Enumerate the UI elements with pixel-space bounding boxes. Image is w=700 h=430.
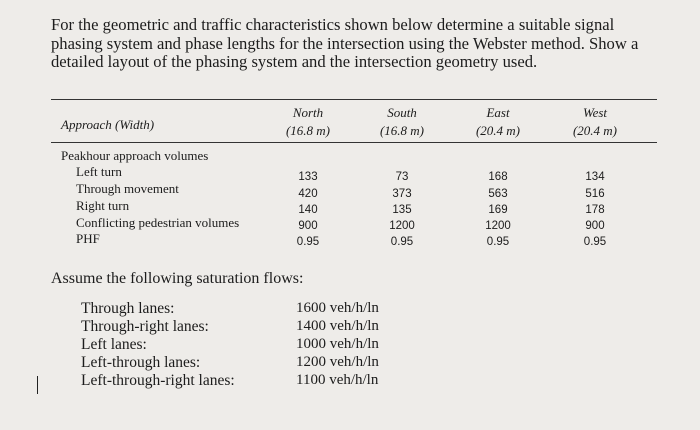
- table-cell: 135: [392, 204, 412, 216]
- flow-value: 1200 veh/h/ln: [296, 354, 379, 370]
- table-cell: 0.95: [486, 236, 510, 248]
- table-cell: 0.95: [390, 236, 414, 248]
- flow-label: Through lanes:: [81, 300, 175, 317]
- table-cell: 1200: [389, 220, 415, 232]
- table-cell: 178: [585, 204, 605, 216]
- table-cell: 133: [298, 171, 318, 183]
- table-cell: 516: [585, 188, 605, 200]
- column-width: (20.4 m): [572, 123, 618, 138]
- column-name: West: [582, 105, 608, 120]
- table-cell: 134: [585, 171, 605, 183]
- flow-label: Left-through-right lanes:: [81, 372, 235, 389]
- column-header-east: [458, 104, 538, 140]
- column-name: East: [486, 105, 510, 120]
- flow-label: Left-through lanes:: [81, 354, 201, 371]
- table-cell: 373: [392, 188, 412, 200]
- saturation-title: Assume the following saturation flows:: [51, 270, 304, 287]
- column-header-north: [268, 104, 348, 140]
- table-cell: 140: [298, 204, 318, 216]
- table-top-rule: [51, 99, 657, 100]
- table-cell: 900: [298, 220, 318, 232]
- column-width: (20.4 m): [475, 123, 521, 138]
- column-width: (16.8 m): [285, 123, 331, 138]
- table-cell: 73: [395, 171, 409, 183]
- row-label-left-turn: Left turn: [76, 164, 122, 179]
- approach-header: Approach (Width): [61, 117, 155, 132]
- table-cell: 168: [488, 171, 508, 183]
- column-header-south: [362, 104, 442, 140]
- table-cell: 563: [488, 188, 508, 200]
- table-cell: 0.95: [296, 236, 320, 248]
- table-cell: 169: [488, 204, 508, 216]
- table-header-rule: [51, 142, 657, 143]
- table-cell: 900: [585, 220, 605, 232]
- problem-statement: For the geometric and traffic characteristics shown below determine a suitable signal phasing system and phase lengths for the intersection using the Webster method. Show a detailed layout of the phasing system and the intersection geometry used.: [51, 15, 639, 71]
- column-width: (16.8 m): [379, 123, 425, 138]
- row-label-through: Through movement: [76, 181, 179, 196]
- column-name: South: [387, 105, 417, 120]
- flow-value: 1100 veh/h/ln: [296, 372, 379, 388]
- row-label-right-turn: Right turn: [76, 198, 130, 213]
- row-label-pedestrian: Conflicting pedestrian volumes: [76, 215, 240, 230]
- table-cell: 0.95: [583, 236, 607, 248]
- text-cursor: [37, 376, 38, 394]
- flow-value: 1600 veh/h/ln: [296, 300, 379, 316]
- flow-value: 1400 veh/h/ln: [296, 318, 379, 334]
- column-name: North: [292, 105, 324, 120]
- flow-label: Left lanes:: [81, 336, 147, 353]
- table-cell: 420: [298, 188, 318, 200]
- row-label-phf: PHF: [76, 231, 100, 246]
- flow-value: 1000 veh/h/ln: [296, 336, 379, 352]
- flow-label: Through-right lanes:: [81, 318, 209, 335]
- column-header-west: [555, 104, 635, 140]
- table-cell: 1200: [485, 220, 511, 232]
- section-title: Peakhour approach volumes: [61, 148, 209, 163]
